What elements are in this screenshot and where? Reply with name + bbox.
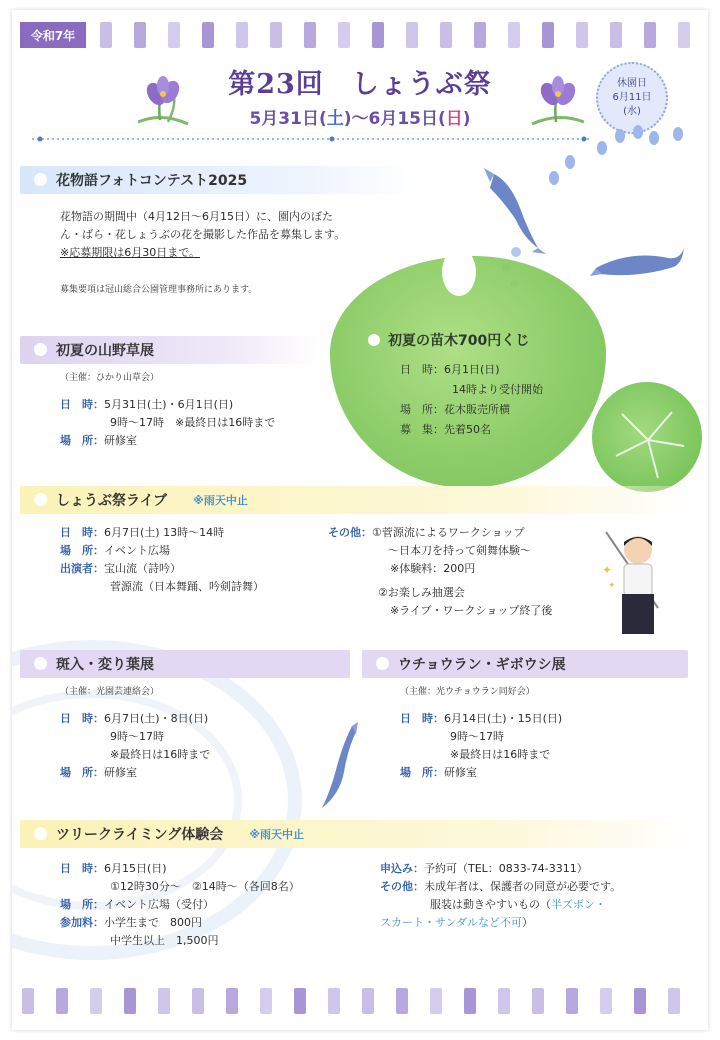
orchid-details bbox=[400, 710, 562, 782]
stripe-bar bbox=[600, 988, 612, 1014]
performer-value: 菅源流（日本舞踊、吟剣詩舞） bbox=[110, 580, 264, 593]
photo-contest-deadline: ※応募期限は6月30日まで。 bbox=[60, 246, 200, 259]
dress-code-banned: 半ズボン・ bbox=[551, 898, 606, 911]
tree-climbing-apply bbox=[380, 860, 621, 932]
recruit-label: 募 集： bbox=[400, 423, 444, 436]
place-value: イベント広場（受付） bbox=[104, 898, 214, 911]
stripe-bar bbox=[168, 22, 180, 48]
apply-label: 申込み： bbox=[380, 862, 424, 875]
iris-flower-icon bbox=[132, 72, 196, 130]
bottom-stripe-decoration bbox=[12, 988, 708, 1014]
stripe-bar bbox=[532, 988, 544, 1014]
apply-value: 予約可（TEL：0833-74-3311） bbox=[424, 862, 588, 875]
tree-climbing-details bbox=[60, 860, 300, 950]
bullet-icon bbox=[368, 334, 380, 346]
live-title: しょうぶ祭ライブ bbox=[56, 493, 168, 509]
place-label: 場 所： bbox=[60, 434, 104, 447]
event-title: 第23回 しょうぶ祭 bbox=[228, 69, 492, 100]
reception-time: 14時より受付開始 bbox=[452, 383, 543, 396]
date-label: 日 時： bbox=[60, 712, 104, 725]
stripe-bar bbox=[498, 988, 510, 1014]
seedling-lottery-title: 初夏の苗木700円くじ bbox=[388, 333, 530, 349]
time-value: 9時～17時 bbox=[110, 730, 164, 743]
workshop-subtitle: ～日本刀を持って剣舞体験～ bbox=[388, 544, 531, 557]
stripe-bar bbox=[124, 988, 136, 1014]
live-other-details bbox=[328, 524, 552, 620]
stripe-bar bbox=[566, 988, 578, 1014]
place-value: 研修室 bbox=[104, 766, 137, 779]
time-value: 9時～17時 ※最終日は16時まで bbox=[110, 416, 276, 429]
seedling-lottery-details bbox=[400, 360, 543, 440]
recruit-value: 先着50名 bbox=[444, 423, 491, 436]
place-value: 研修室 bbox=[104, 434, 137, 447]
place-label: 場 所： bbox=[400, 403, 444, 416]
stripe-bar bbox=[610, 22, 622, 48]
stripe-bar bbox=[678, 22, 690, 48]
stripe-bar bbox=[542, 22, 554, 48]
stripe-bar bbox=[668, 988, 680, 1014]
workshop-item: ①菅源流によるワークショップ bbox=[372, 526, 525, 539]
variegated-host: （主催：光園芸連絡会） bbox=[60, 687, 160, 697]
orchid-title: ウチョウラン・ギボウシ展 bbox=[398, 657, 566, 673]
closed-day-weekday: (水) bbox=[623, 106, 641, 117]
photo-contest-body bbox=[60, 208, 380, 262]
tree-climbing-rain-note: ※雨天中止 bbox=[249, 828, 305, 841]
tree-climbing-title: ツリークライミング体験会 bbox=[56, 827, 224, 843]
seedling-lottery-header bbox=[368, 330, 529, 350]
wildflower-header bbox=[20, 336, 320, 364]
leaf-veins-decoration bbox=[602, 394, 694, 486]
stripe-bar bbox=[202, 22, 214, 48]
time-value: 9時～17時 bbox=[450, 730, 504, 743]
stripe-bar bbox=[304, 22, 316, 48]
performer-label: 出演者： bbox=[60, 562, 104, 575]
dates-end: )～6月15日( bbox=[343, 109, 446, 129]
dates-close: ) bbox=[462, 109, 471, 129]
date-value: 6月7日(土) 13時～14時 bbox=[104, 526, 225, 539]
wildflower-host: （主催：ひかり山草会） bbox=[60, 373, 160, 383]
photo-contest-header bbox=[20, 166, 420, 194]
lottery-item: ②お楽しみ抽選会 bbox=[378, 586, 465, 599]
stripe-bar bbox=[644, 22, 656, 48]
other-label: その他： bbox=[380, 880, 424, 893]
photo-contest-line: ん・ばら・花しょうぶの花を撮影した作品を募集します。 bbox=[60, 228, 346, 241]
photo-contest-title: 花物語フォトコンテスト2025 bbox=[56, 173, 248, 189]
stripe-bar bbox=[270, 22, 282, 48]
stripe-bar bbox=[328, 988, 340, 1014]
flyer-page bbox=[12, 10, 708, 1030]
live-details bbox=[60, 524, 264, 596]
stripe-bar bbox=[508, 22, 520, 48]
stripe-bar bbox=[260, 988, 272, 1014]
closed-day-date: 6月11日 bbox=[612, 92, 652, 103]
dress-code-close: ） bbox=[522, 916, 534, 929]
place-value: イベント広場 bbox=[104, 544, 170, 557]
stripe-bar bbox=[192, 988, 204, 1014]
stripe-bar bbox=[90, 988, 102, 1014]
orchid-host: （主催：光ウチョウラン同好会） bbox=[400, 687, 535, 697]
leaf-notch bbox=[442, 248, 476, 296]
top-stripe-decoration bbox=[12, 22, 708, 48]
sword-performer-illustration bbox=[598, 524, 678, 636]
place-label: 場 所： bbox=[60, 898, 104, 911]
wildflower-details bbox=[60, 396, 275, 450]
stripe-bar bbox=[440, 22, 452, 48]
other-value: 未成年者は、保護者の同意が必要です。 bbox=[424, 880, 622, 893]
workshop-fee: ※体験料：200円 bbox=[390, 562, 476, 575]
variegated-header bbox=[20, 650, 350, 678]
date-label: 日 時： bbox=[60, 398, 104, 411]
wildflower-title: 初夏の山野草展 bbox=[56, 343, 154, 359]
koi-fish-icon bbox=[480, 168, 550, 254]
place-label: 場 所： bbox=[400, 766, 444, 779]
live-header bbox=[20, 486, 696, 514]
stripe-bar bbox=[134, 22, 146, 48]
stripe-bar bbox=[372, 22, 384, 48]
svg-text:✦: ✦ bbox=[608, 581, 616, 591]
stripe-bar bbox=[474, 22, 486, 48]
performer-value: 宝山流（詩吟） bbox=[104, 562, 181, 575]
fee-value: 中学生以上 1,500円 bbox=[110, 934, 219, 947]
date-value: 6月14日(土)・15日(日) bbox=[444, 712, 563, 725]
live-rain-note: ※雨天中止 bbox=[193, 494, 248, 507]
time-value: ①12時30分～ ②14時～（各回8名） bbox=[110, 880, 300, 893]
stripe-bar bbox=[236, 22, 248, 48]
stripe-bar bbox=[338, 22, 350, 48]
stripe-bar bbox=[56, 988, 68, 1014]
place-value: 研修室 bbox=[444, 766, 477, 779]
dates-start: 5月31日( bbox=[249, 109, 327, 129]
place-label: 場 所： bbox=[60, 544, 104, 557]
lottery-note: ※ライブ・ワークショップ終了後 bbox=[390, 604, 553, 617]
dress-code: 服装は動きやすいもの（ bbox=[430, 898, 551, 911]
tree-climbing-header bbox=[20, 820, 696, 848]
variegated-title: 斑入・変り葉展 bbox=[56, 657, 154, 673]
stripe-bar bbox=[294, 988, 306, 1014]
last-day-note: ※最終日は16時まで bbox=[450, 748, 551, 761]
stripe-bar bbox=[158, 988, 170, 1014]
fee-label: 参加料： bbox=[60, 916, 104, 929]
place-label: 場 所： bbox=[60, 766, 104, 779]
stripe-bar bbox=[464, 988, 476, 1014]
dress-code-banned: スカート・サンダルなど不可 bbox=[380, 916, 523, 929]
dates-sun: 日 bbox=[445, 109, 463, 129]
photo-contest-line: 花物語の期間中（4月12日～6月15日）に、園内のぼた bbox=[60, 210, 333, 223]
date-label: 日 時： bbox=[60, 862, 104, 875]
koi-fish-icon bbox=[590, 238, 686, 286]
stripe-bar bbox=[634, 988, 646, 1014]
year-badge: 令和7年 bbox=[20, 22, 86, 48]
photo-contest-note: 募集要項は冠山総合公園管理事務所にあります。 bbox=[60, 285, 258, 295]
date-value: 5月31日(土)・6月1日(日) bbox=[104, 398, 234, 411]
date-label: 日 時： bbox=[400, 363, 444, 376]
stripe-bar bbox=[226, 988, 238, 1014]
stripe-bar bbox=[576, 22, 588, 48]
date-value: 6月1日(日) bbox=[444, 363, 500, 376]
place-value: 花木販売所横 bbox=[444, 403, 510, 416]
closed-day-label: 休園日 bbox=[617, 78, 647, 89]
other-label: その他： bbox=[328, 526, 372, 539]
svg-text:✦: ✦ bbox=[602, 563, 613, 577]
stripe-bar bbox=[362, 988, 374, 1014]
date-label: 日 時： bbox=[400, 712, 444, 725]
dates-sat: 土 bbox=[326, 109, 344, 129]
fee-value: 小学生まで 800円 bbox=[104, 916, 202, 929]
date-value: 6月7日(土)・8日(日) bbox=[104, 712, 209, 725]
event-dates bbox=[200, 104, 520, 129]
koi-fish-icon bbox=[312, 722, 360, 812]
stripe-bar bbox=[406, 22, 418, 48]
stripe-bar bbox=[22, 988, 34, 1014]
date-label: 日 時： bbox=[60, 526, 104, 539]
last-day-note: ※最終日は16時まで bbox=[110, 748, 211, 761]
variegated-details bbox=[60, 710, 210, 782]
stripe-bar bbox=[430, 988, 442, 1014]
date-value: 6月15日(日) bbox=[104, 862, 167, 875]
orchid-header bbox=[362, 650, 688, 678]
stripe-bar bbox=[396, 988, 408, 1014]
stripe-bar bbox=[100, 22, 112, 48]
